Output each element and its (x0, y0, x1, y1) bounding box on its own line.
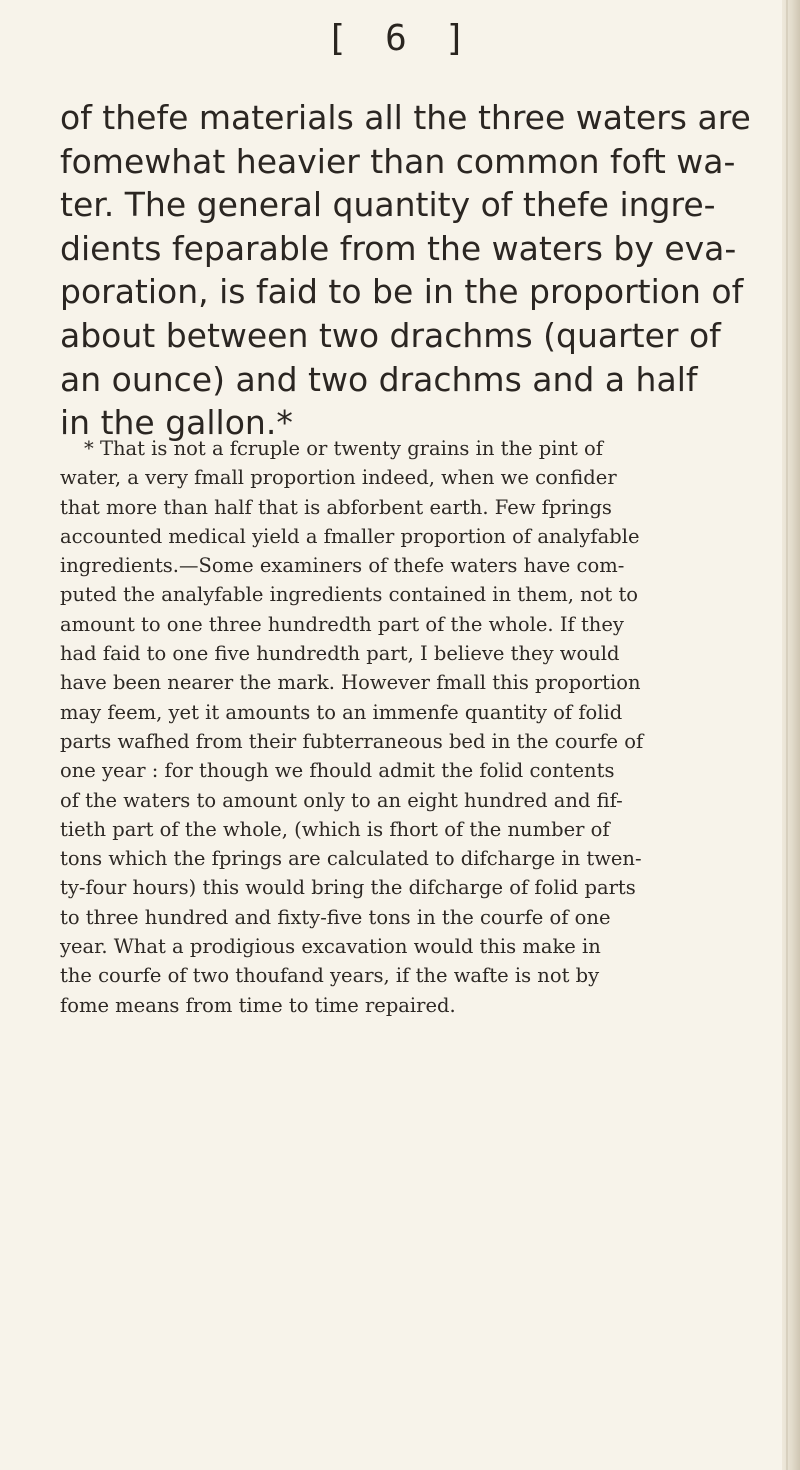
page-number: [ 6 ] (325, 18, 475, 59)
footnote-line: fome means from time to time repaired. (60, 993, 456, 1017)
footnote-line: ty-four hours) this would bring the difcharge of folid parts (60, 876, 636, 900)
main-line: fomewhat heavier than common foft wa- (60, 141, 736, 181)
footnote-line: may feem, yet it amounts to an immenfe quantity of folid (60, 700, 623, 724)
main-paragraph (60, 96, 760, 445)
footnote-line: parts wafhed from their fubterraneous bed in the courfe of (60, 729, 644, 753)
footnote (60, 434, 760, 1020)
main-line: in the gallon.* (60, 403, 293, 443)
footnote-line: amount to one three hundredth part of the whole. If they (60, 612, 624, 636)
footnote-line: puted the analyfable ingredients contained in them, not to (60, 583, 639, 607)
main-line: dients feparable from the waters by eva- (60, 228, 737, 268)
footnote-line: of the waters to amount only to an eight hundred and fif- (60, 788, 623, 812)
footnote-line: ingredients.—Some examiners of thefe waters have com- (60, 554, 625, 578)
footnote-line: the courfe of two thoufand years, if the wafte is not by (60, 964, 600, 988)
main-line: of thefe materials all the three waters are (60, 98, 751, 137)
footnote-line: accounted medical yield a fmaller proportion of analyfable (60, 524, 640, 548)
footnote-line: * That is not a fcruple or twenty grains in the pint of (84, 437, 604, 460)
footnote-line: tieth part of the whole, (which is fhort of the number of (60, 817, 610, 841)
footnote-line: to three hundred and fixty-five tons in the courfe of one (60, 905, 611, 929)
main-line: ter. The general quantity of thefe ingre- (60, 185, 716, 225)
footnote-line: tons which the fprings are calculated to difcharge in twen- (60, 847, 642, 871)
main-line: poration, is faid to be in the proportion of (60, 272, 744, 312)
footnote-line: that more than half that is abforbent earth. Few fprings (60, 495, 612, 519)
footnote-line: have been nearer the mark. However fmall this proportion (60, 671, 641, 695)
footnote-line: had faid to one five hundredth part, I believe they would (60, 642, 620, 666)
page-edge (782, 0, 800, 1470)
footnote-line: year. What a prodigious excavation would this make in (60, 935, 601, 959)
footnote-line: one year : for though we fhould admit the folid contents (60, 759, 615, 783)
footnote-line: water, a very fmall proportion indeed, when we confider (60, 466, 617, 490)
main-line: an ounce) and two drachms and a half (60, 359, 698, 399)
main-line: about between two drachms (quarter of (60, 315, 721, 355)
